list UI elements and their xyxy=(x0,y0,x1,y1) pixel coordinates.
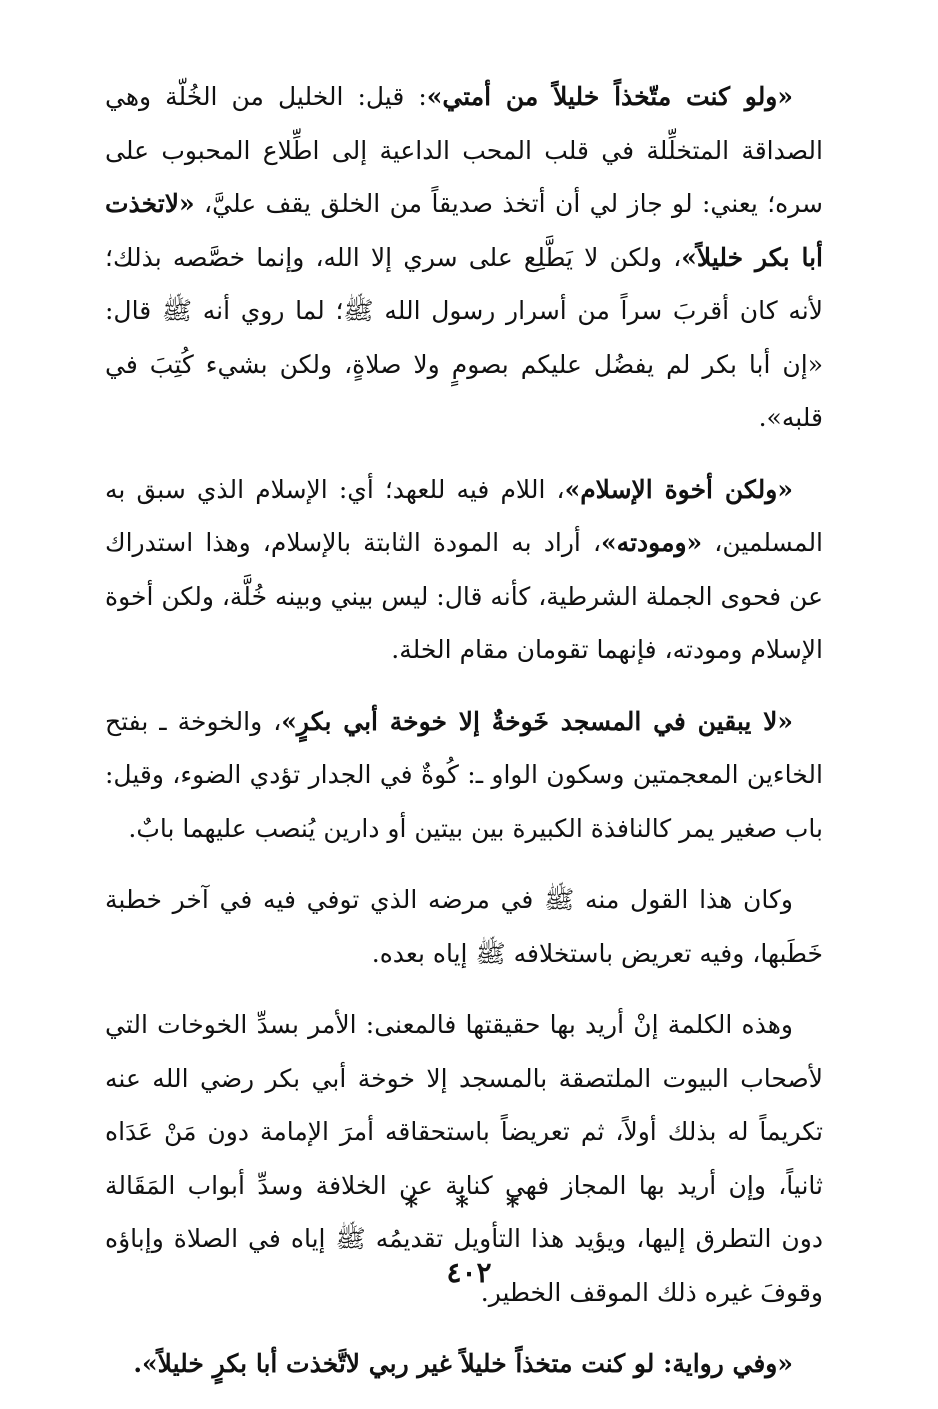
commentary-text: ، اللام فيه للعهد؛ أي: الإسلام الذي سبق به المسلمين، xyxy=(105,474,824,557)
paragraph xyxy=(105,463,823,677)
paragraph xyxy=(105,695,823,856)
paragraph xyxy=(105,70,823,445)
page-number: ٤٠٢ xyxy=(446,1256,492,1289)
hadith-quote: «ومودته» xyxy=(601,528,703,557)
commentary-text: ، ولكن لا يَطَّلِع على سري إلا الله، وإنما خصَّصه بذلك؛ لأنه كان أقربَ سراً من أسرار رسول الله ﷺ؛ لما روي أنه ﷺ قال: «إن أبا بكر لم يفضُل عليكم بصومٍ ولا صلاةٍ، ولكن بشيء كُتِبَ في قلبه». xyxy=(105,242,823,432)
hadith-quote: «وفي رواية: لو كنت متخذاً خليلاً غير ربي لاتَّخذت أبا بكرٍ خليلاً». xyxy=(133,1349,793,1378)
paragraph xyxy=(105,1337,823,1391)
section-separator: * * * xyxy=(404,1192,534,1222)
commentary-text: وكان هذا القول منه ﷺ في مرضه الذي توفي فيه في آخر خطبة خَطَبها، وفيه تعريض باستخلافه ﷺ إياه بعده. xyxy=(105,885,823,968)
paragraph xyxy=(105,873,823,980)
commentary-text: ، والخوخة ـ بفتح الخاءين المعجمتين وسكون الواو ـ: كُوةٌ في الجدار تؤدي الضوء، وقيل: باب صغير يمر كالنافذة الكبيرة بين بيتين أو دارين يُنصب عليهما بابٌ. xyxy=(105,706,823,843)
hadith-quote: «لاتخذت أبا بكر خليلاً» xyxy=(105,189,823,272)
hadith-quote: «لا يبقين في المسجد خَوخةٌ إلا خوخة أبي بكرٍ» xyxy=(281,706,793,736)
hadith-quote: «ولو كنت متّخذاً خليلاً من أمتي» xyxy=(426,82,794,111)
commentary-text: : قيل: الخليل من الخُلّة وهي الصداقة المتخلِّلة في قلب المحب الداعية إلى اطِّلاع المحبوب على سره؛ يعني: لو جاز لي أن أتخذ صديقاً من الخلق يقف عليَّ، xyxy=(105,82,823,218)
hadith-quote: «ولكن أخوة الإسلام» xyxy=(564,474,793,504)
commentary-text: وهذه الكلمة إنْ أريد بها حقيقتها فالمعنى: الأمر بسدِّ الخوخات التي لأصحاب البيوت الملتصقة بالمسجد إلا خوخة أبي بكر رضي الله عنه تكريماً له بذلك أولاً، ثم تعريضاً باستحقاقه أمرَ الإمامة دون مَنْ عَدَاه ثانياً، وإن أريد بها المجاز فهي كناية عن الخلافة وسدِّ أبواب المَقَالة دون التطرق إليها، ويؤيد هذا التأويل تقديمُه ﷺ إياه في الصلاة وإباؤه وقوفَ غيره ذلك الموقف الخطير. xyxy=(105,1010,823,1307)
commentary-text: ، أراد به المودة الثابتة بالإسلام، وهذا استدراك عن فحوى الجملة الشرطية، كأنه قال: ليس بيني وبينه خُلَّة، ولكن أخوة الإسلام ومودته، فإنهما تقومان مقام الخلة. xyxy=(105,528,823,664)
